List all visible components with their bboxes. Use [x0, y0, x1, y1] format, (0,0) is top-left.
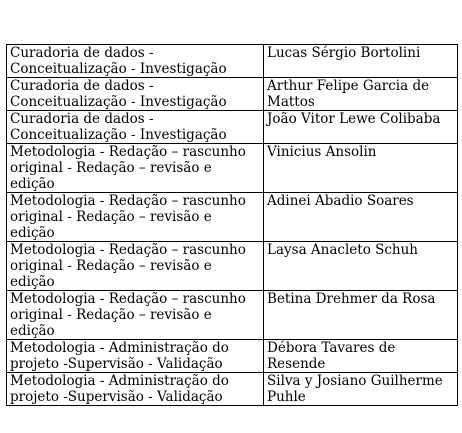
role-cell: Metodologia - Administração do projeto -Supervisão - Validação [7, 373, 264, 406]
role-cell: Curadoria de dados - Conceitualização - Investigação [7, 78, 264, 111]
table-row [7, 45, 458, 78]
contributor-name-cell: João Vitor Lewe Colibaba [264, 111, 458, 144]
table-row [7, 193, 458, 242]
role-cell: Curadoria de dados - Conceitualização - Investigação [7, 111, 264, 144]
table-row [7, 291, 458, 340]
role-cell: Metodologia - Redação – rascunho original - Redação – revisão e edição [7, 291, 264, 340]
contributor-name-cell: Débora Tavares de Resende [264, 340, 458, 373]
contributor-name-cell: Arthur Felipe Garcia de Mattos [264, 78, 458, 111]
contributor-name-cell: Laysa Anacleto Schuh [264, 242, 458, 291]
contributor-name-cell: Betina Drehmer da Rosa [264, 291, 458, 340]
table-row [7, 78, 458, 111]
table-row [7, 111, 458, 144]
contributor-name-cell: Adinei Abadio Soares [264, 193, 458, 242]
role-cell: Metodologia - Redação – rascunho original - Redação – revisão e edição [7, 193, 264, 242]
table-row [7, 373, 458, 406]
role-cell: Curadoria de dados - Conceitualização - Investigação [7, 45, 264, 78]
table-row [7, 242, 458, 291]
contributor-roles-table [6, 44, 458, 406]
role-cell: Metodologia - Administração do projeto -Supervisão - Validação [7, 340, 264, 373]
contributor-name-cell: Silva y Josiano Guilherme Puhle [264, 373, 458, 406]
role-cell: Metodologia - Redação – rascunho original - Redação – revisão e edição [7, 242, 264, 291]
table-row [7, 144, 458, 193]
table-row [7, 340, 458, 373]
role-cell: Metodologia - Redação – rascunho original - Redação – revisão e edição [7, 144, 264, 193]
contributor-name-cell: Vinicius Ansolin [264, 144, 458, 193]
contributor-name-cell: Lucas Sérgio Bortolini [264, 45, 458, 78]
